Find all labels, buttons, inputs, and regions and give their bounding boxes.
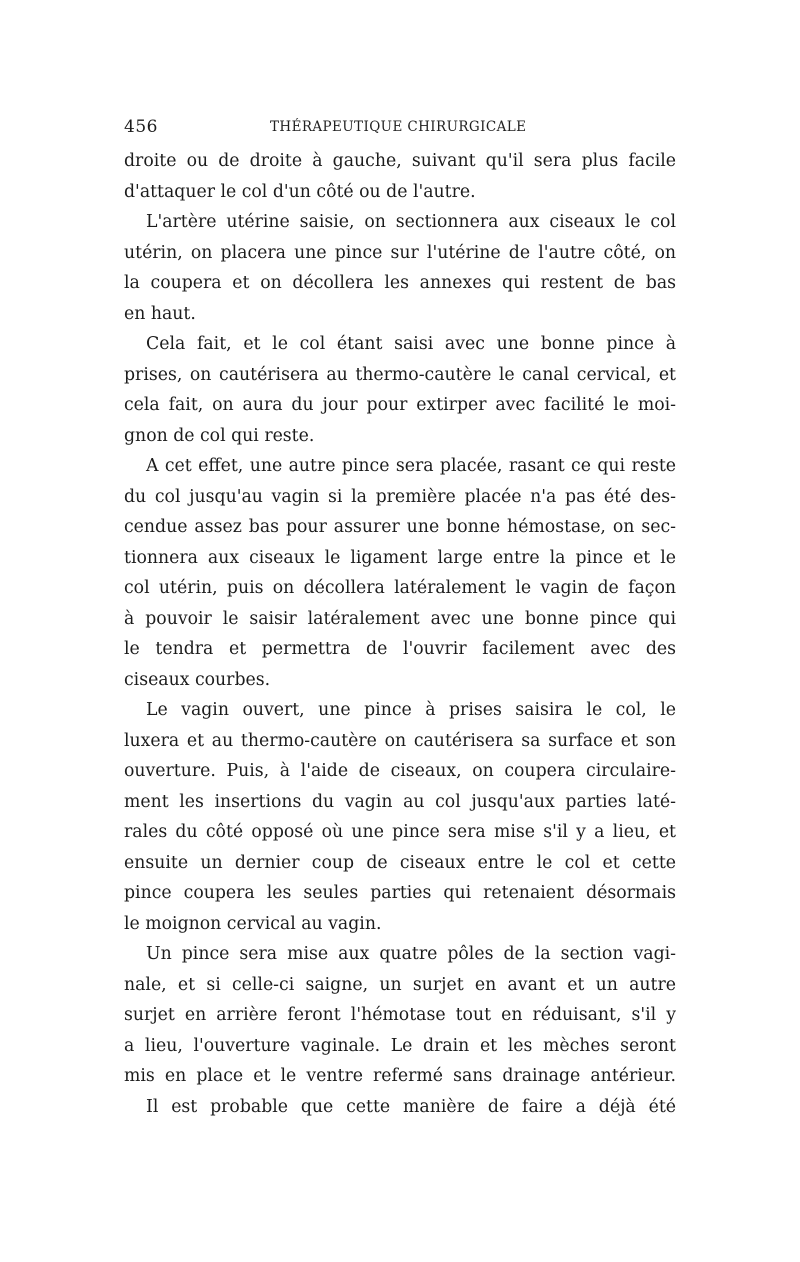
text-line: la coupera et on décollera les annexes qui restent de bas (124, 273, 676, 293)
running-head (124, 117, 676, 137)
text-line: nale, et si celle-ci saigne, un surjet en avant et un autre (124, 974, 676, 995)
text-line: A cet effet, une autre pince sera placée, rasant ce qui reste (146, 456, 676, 476)
text-line: Il est probable que cette manière de faire a déjà été (146, 1096, 676, 1117)
text-line: Cela fait, et le col étant saisi avec une bonne pince à (146, 334, 676, 354)
text-line: mis en place et le ventre refermé sans drainage antérieur. (124, 1066, 676, 1086)
text-line: cendue assez bas pour assurer une bonne hémostase, on sec- (124, 517, 676, 537)
text-line: prises, on cautérisera au thermo-cautère le canal cervical, et (124, 364, 676, 385)
text-line: le moignon cervical au vagin. (124, 913, 382, 934)
text-line: utérin, on placera une pince sur l'utérine de l'autre côté, on (124, 242, 676, 263)
text-line: gnon de col qui reste. (124, 425, 315, 446)
text-line: a lieu, l'ouverture vaginale. Le drain et les mèches seront (124, 1035, 676, 1056)
text-line: à pouvoir le saisir latéralement avec une bonne pince qui (124, 608, 676, 629)
text-line: ensuite un dernier coup de ciseaux entre le col et cette (124, 852, 676, 873)
text-line: ouverture. Puis, à l'aide de ciseaux, on coupera circulaire- (124, 761, 676, 781)
text-line: ciseaux courbes. (124, 669, 271, 690)
text-line: pince coupera les seules parties qui retenaient désormais (124, 883, 676, 903)
body-text (124, 146, 676, 1122)
text-line: luxera et au thermo-cautère on cautérisera sa surface et son (124, 730, 676, 751)
text-line: droite ou de droite à gauche, suivant qu'il sera plus facile (124, 151, 676, 171)
text-line: en haut. (124, 303, 196, 324)
text-line: rales du côté opposé où une pince sera mise s'il y a lieu, et (124, 822, 676, 842)
text-line: d'attaquer le col d'un côté ou de l'autre. (124, 181, 476, 202)
text-line: ment les insertions du vagin au col jusqu'aux parties laté- (124, 791, 676, 812)
text-line: col utérin, puis on décollera latéralement le vagin de façon (124, 578, 676, 598)
running-title: THÉRAPEUTIQUE CHIRURGICALE (270, 119, 527, 135)
text-line: Le vagin ouvert, une pince à prises saisira le col, le (146, 700, 676, 720)
text-line: le tendra et permettra de l'ouvrir facilement avec des (124, 639, 676, 659)
page-number: 456 (124, 117, 158, 137)
text-line: Un pince sera mise aux quatre pôles de la section vagi- (146, 944, 676, 964)
text-line: tionnera aux ciseaux le ligament large entre la pince et le (124, 547, 676, 568)
text-line: surjet en arrière feront l'hémotase tout en réduisant, s'il y (124, 1005, 676, 1025)
text-line: du col jusqu'au vagin si la première placée n'a pas été des- (124, 486, 676, 507)
text-line: cela fait, on aura du jour pour extirper avec facilité le moi- (124, 395, 676, 415)
text-line: L'artère utérine saisie, on sectionnera aux ciseaux le col (146, 212, 676, 232)
